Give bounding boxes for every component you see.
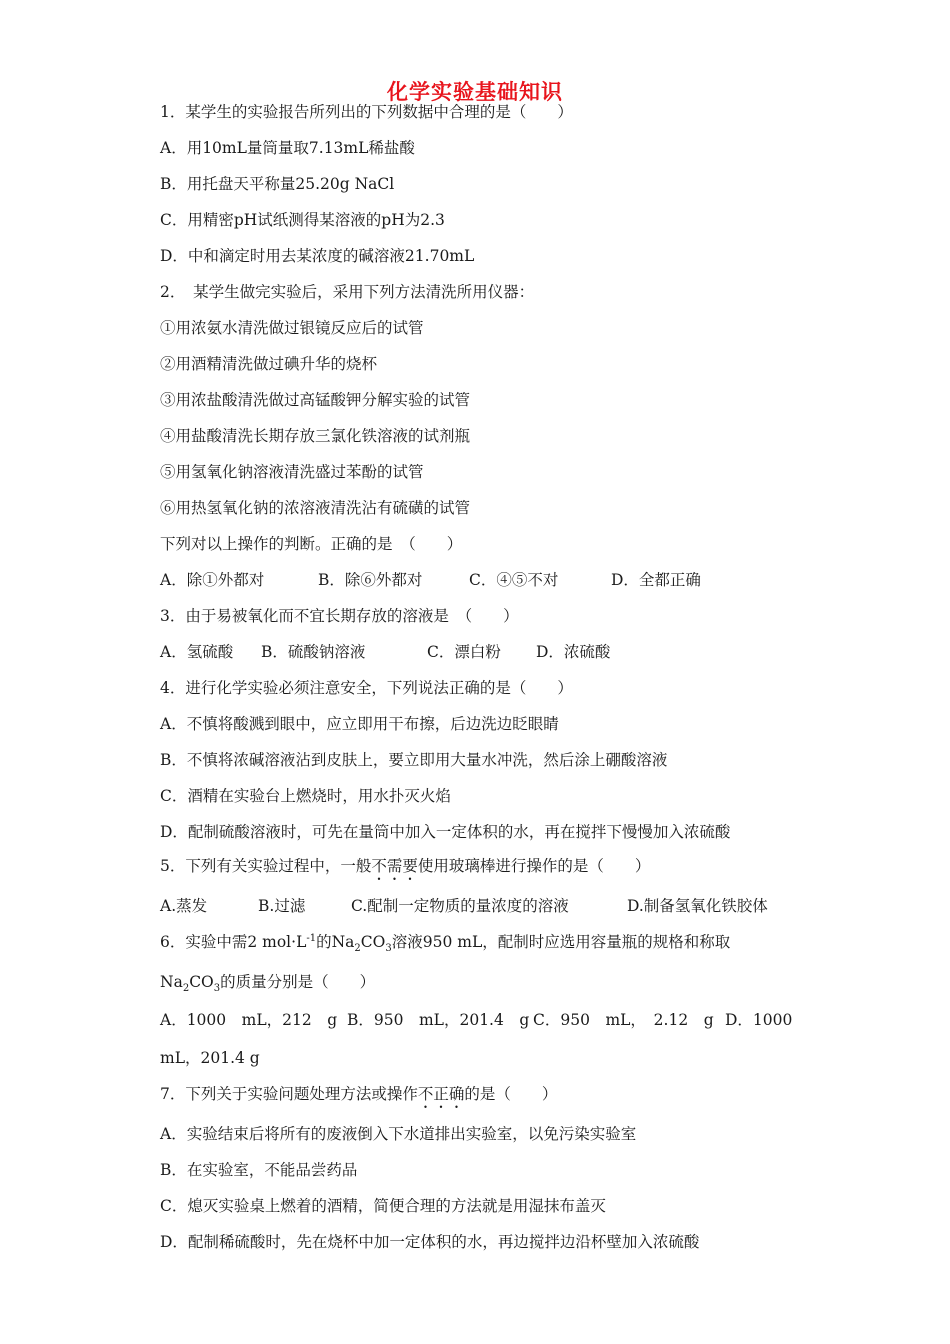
q7-stem-text-end: 的是（ ） [464, 1085, 558, 1103]
q6-subscript-o: 3 [385, 943, 392, 955]
q2-item-6: ⑥用热氢氧化钠的浓溶液清洗沾有硫磺的试管 [160, 499, 471, 517]
q3-option-c: C．漂白粉 [427, 643, 501, 661]
q2-item-3: ③用浓盐酸清洗做过高锰酸钾分解实验的试管 [160, 391, 471, 409]
q2-item-1: ①用浓氨水清洗做过银镜反应后的试管 [160, 319, 424, 337]
q3-option-b: B．硫酸钠溶液 [261, 643, 366, 661]
q5-option-b: B.过滤 [258, 897, 306, 915]
q4-option-a: A．不慎将酸溅到眼中，应立即用干布擦，后边洗边眨眼睛 [160, 715, 559, 733]
q2-option-c: C．④⑤不对 [469, 571, 559, 589]
q4-option-d: D．配制硫酸溶液时，可先在量筒中加入一定体积的水，再在搅拌下慢慢加入浓硫酸 [160, 823, 731, 841]
q1-option-c: C．用精密pH试纸测得某溶液的pH为2.3 [160, 211, 445, 229]
q5-stem [160, 856, 650, 884]
q2-option-a: A．除①外都对 [160, 571, 265, 589]
q5-option-c: C.配制一定物质的量浓度的溶液 [351, 897, 569, 915]
q6-line2-subscript-o: 3 [213, 983, 221, 995]
q6-option-b: B．950 mL，201.4 g [347, 1011, 530, 1029]
q6-stem-text-end: 溶液950 mL，配制时应选用容量瓶的规格和称取 [391, 933, 731, 951]
q5-option-a: A.蒸发 [160, 897, 208, 915]
q6-line2-formula-co: CO [189, 973, 214, 991]
q3-stem: 3．由于易被氧化而不宜长期存放的溶液是 （ ） [160, 607, 519, 625]
q3-option-d: D．浓硫酸 [536, 643, 611, 661]
q1-stem: 1．某学生的实验报告所列出的下列数据中合理的是（ ） [160, 103, 573, 121]
q7-stem-emphasis: 不正确 [417, 1085, 465, 1103]
q7-option-a: A．实验结束后将所有的废液倒入下水道排出实验室，以免污染实验室 [160, 1125, 637, 1143]
q7-stem-text: 7．下列关于实验问题处理方法或操作 [160, 1085, 418, 1103]
q1-option-d: D．中和滴定时用去某浓度的碱溶液21.70mL [160, 247, 475, 265]
page-title: 化学实验基础知识 [387, 80, 563, 104]
q4-option-b: B．不慎将浓碱溶液沾到皮肤上，要立即用大量水冲洗，然后涂上硼酸溶液 [160, 751, 668, 769]
q2-judge: 下列对以上操作的判断。正确的是 （ ） [160, 535, 463, 553]
q6-subscript-na: 2 [354, 943, 361, 955]
q1-option-b: B．用托盘天平称量25.20g NaCl [160, 175, 395, 193]
q2-option-b: B．除⑥外都对 [318, 571, 423, 589]
q6-option-d: D．1000 [725, 1011, 793, 1029]
q6-line2-text: 的质量分别是（ ） [220, 973, 376, 991]
q6-option-a: A．1000 mL，212 g [160, 1011, 338, 1029]
q7-option-d: D．配制稀硫酸时，先在烧杯中加一定体积的水，再边搅拌边沿杯壁加入浓硫酸 [160, 1233, 700, 1251]
q2-item-2: ②用酒精清洗做过碘升华的烧杯 [160, 355, 378, 373]
q6-option-c: C．950 mL， 2.12 g [533, 1011, 714, 1029]
q6-stem-formula: 的Na [316, 933, 355, 951]
q6-stem-formula-co: CO [360, 933, 386, 951]
q2-stem: 2． 某学生做完实验后，采用下列方法清洗所用仪器： [160, 283, 535, 301]
q2-option-d: D．全都正确 [611, 571, 701, 589]
q7-stem [160, 1084, 557, 1112]
q1-option-a: A．用10mL量筒量取7.13mL稀盐酸 [160, 139, 415, 157]
q6-line2-subscript-na: 2 [182, 983, 190, 995]
q6-stem-text: 6．实验中需2 mol·L [160, 933, 307, 951]
q3-option-a: A．氢硫酸 [160, 643, 234, 661]
q2-item-4: ④用盐酸清洗长期存放三氯化铁溶液的试剂瓶 [160, 427, 471, 445]
q7-option-c: C．熄灭实验桌上燃着的酒精，简便合理的方法就是用湿抹布盖灭 [160, 1197, 606, 1215]
q4-stem: 4．进行化学实验必须注意安全，下列说法正确的是（ ） [160, 679, 573, 697]
q5-option-d: D.制备氢氧化铁胶体 [627, 897, 768, 915]
q5-stem-text-end: 使用玻璃棒进行操作的是（ ） [417, 857, 651, 875]
q5-stem-emphasis: 不需要 [371, 857, 418, 875]
q7-option-b: B．在实验室，不能品尝药品 [160, 1161, 358, 1179]
q4-option-c: C．酒精在实验台上燃烧时，用水扑灭火焰 [160, 787, 451, 805]
q6-option-d-continued: mL，201.4 g [160, 1049, 260, 1067]
q6-unit-exponent: -1 [306, 932, 317, 944]
q5-stem-text: 5．下列有关实验过程中，一般 [160, 857, 372, 875]
q6-line2-formula: Na [160, 973, 183, 991]
q6-stem-line2 [160, 972, 376, 995]
q6-stem [160, 932, 731, 955]
q2-item-5: ⑤用氢氧化钠溶液清洗盛过苯酚的试管 [160, 463, 424, 481]
